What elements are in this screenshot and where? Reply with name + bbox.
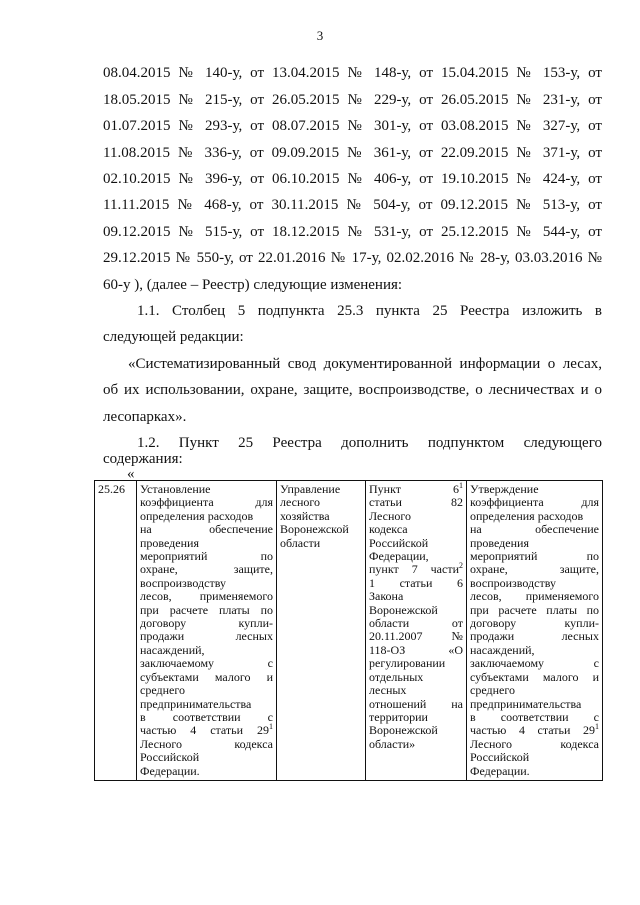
text-line: «Систематизированный свод документированной информации о лесах, — [128, 356, 602, 372]
cell-line — [140, 724, 273, 737]
registry-table — [94, 480, 603, 781]
cell-line: Закона — [369, 589, 404, 604]
cell-line: мероприятий по — [470, 549, 599, 564]
cell-line: коэффициента для — [470, 495, 599, 510]
cell-line: продажи лесных — [140, 629, 273, 644]
cell-line: лесных — [369, 683, 407, 698]
cell-line — [369, 483, 463, 496]
cell-line: отношений на — [369, 696, 463, 711]
cell-line: области» — [369, 736, 416, 751]
cell-line — [470, 724, 599, 737]
cell-line: лесов, применяемого — [470, 589, 599, 604]
text-line: 01.07.2015 № 293-у, от 08.07.2015 № 301-у, от 03.08.2015 № 327-у, от — [103, 118, 602, 134]
cell-line: Федерации. — [470, 763, 530, 778]
text-line: 1.1. Столбец 5 подпункта 25.3 пункта 25 Реестра изложить в — [137, 303, 602, 319]
cell-line: охране, защите, — [140, 562, 273, 577]
cell-line: Лесного кодекса — [470, 736, 599, 751]
cell-line: проведения — [140, 535, 199, 550]
cell-line: проведения — [470, 535, 529, 550]
cell-legal-basis — [366, 481, 467, 781]
cell-line: в соответствии с — [470, 709, 599, 724]
cell-line: в соответствии с — [140, 709, 273, 724]
cell-line: охране, защите, — [470, 562, 599, 577]
cell-line-text: частью 4 статьи 29 — [470, 723, 595, 738]
cell-line: определения расходов — [470, 508, 584, 523]
cell-line: на обеспечение — [470, 522, 599, 537]
text-line: лесопарках». — [103, 409, 187, 425]
cell-line: предпринимательства — [140, 696, 252, 711]
cell-authority — [277, 481, 366, 781]
cell-line: мероприятий по — [140, 549, 273, 564]
cell-line: договору купли- — [470, 616, 599, 631]
cell-line: воспроизводству — [140, 575, 226, 590]
cell-line: среднего — [140, 683, 185, 698]
text-line: 1.2. Пункт 25 Реестра дополнить подпунктом следующего — [137, 435, 602, 451]
cell-line: Российской — [369, 535, 429, 550]
cell-line: 118-ОЗ «О — [369, 642, 463, 657]
cell-result — [467, 481, 603, 781]
text-line: 02.10.2015 № 396-у, от 06.10.2015 № 406-у, от 19.10.2015 № 424-у, от — [103, 171, 602, 187]
text-line: 11.08.2015 № 336-у, от 09.09.2015 № 361-у, от 22.09.2015 № 371-у, от — [103, 145, 602, 161]
cell-line: Утверждение — [470, 482, 539, 496]
cell-line: Российской — [140, 750, 200, 765]
cell-line: определения расходов — [140, 508, 254, 523]
cell-line: воспроизводству — [470, 575, 556, 590]
cell-line-text: пункт 7 части — [369, 562, 459, 577]
cell-line: на обеспечение — [140, 522, 273, 537]
cell-line: субъектами малого и — [140, 669, 273, 684]
cell-line: Воронежской — [369, 602, 438, 617]
cell-line: при расчете платы по — [140, 602, 273, 617]
superscript: 1 — [269, 722, 273, 732]
text-line: следующей редакции: — [103, 329, 244, 345]
cell-line: заключаемому с — [470, 656, 599, 671]
cell-line: насаждений, — [470, 642, 535, 657]
cell-line: Федерации, — [369, 549, 429, 564]
cell-line: регулировании — [369, 656, 446, 671]
cell-line: Лесного — [369, 508, 412, 523]
superscript: 1 — [459, 481, 463, 490]
cell-line: Управление — [280, 482, 341, 496]
cell-line: территории — [369, 709, 428, 724]
cell-line: Воронежской — [369, 723, 438, 738]
cell-line: области от — [369, 616, 463, 631]
cell-action — [137, 481, 277, 781]
cell-line: хозяйства — [280, 508, 330, 523]
cell-line: области — [280, 535, 321, 550]
text-line: 09.12.2015 № 515-у, от 18.12.2015 № 531-у, от 25.12.2015 № 544-у, от — [103, 224, 602, 240]
cell-line: при расчете платы по — [470, 602, 599, 617]
superscript: 2 — [459, 561, 463, 571]
cell-number — [95, 481, 137, 781]
text-line: 18.05.2015 № 215-у, от 26.05.2015 № 229-у, от 26.05.2015 № 231-у, от — [103, 92, 602, 108]
cell-line: Воронежской — [280, 522, 349, 537]
cell-line: заключаемому с — [140, 656, 273, 671]
text-line: 08.04.2015 № 140-у, от 13.04.2015 № 148-у, от 15.04.2015 № 153-у, от — [103, 65, 602, 81]
cell-line: коэффициента для — [140, 495, 273, 510]
row-number: 25.26 — [98, 482, 125, 496]
cell-line: статьи 82 — [369, 495, 463, 510]
opening-quote-mark: « — [127, 466, 135, 482]
cell-line: лесного — [280, 495, 320, 510]
text-line: содержания: — [103, 451, 183, 467]
cell-line: отдельных — [369, 669, 424, 684]
table-row — [95, 481, 603, 781]
text-line: 29.12.2015 № 550-у, от 22.01.2016 № 17-у, 02.02.2016 № 28-у, 03.03.2016 № — [103, 250, 602, 266]
cell-line: 20.11.2007 № — [369, 629, 463, 644]
cell-line: 1 статьи 6 — [369, 575, 463, 590]
text-line: 11.11.2015 № 468-у, от 30.11.2015 № 504-у, от 09.12.2015 № 513-у, от — [103, 197, 602, 213]
superscript: 1 — [595, 722, 599, 732]
cell-line — [369, 563, 463, 576]
cell-line: Установление — [140, 482, 211, 496]
cell-line: кодекса — [369, 522, 408, 537]
text-line: об их использовании, охране, защите, воспроизводстве, о лесничествах и о — [103, 382, 602, 398]
cell-line: Лесного кодекса — [140, 736, 273, 751]
page-number: 3 — [316, 28, 324, 43]
cell-line: субъектами малого и — [470, 669, 599, 684]
text-line: 60-у ), (далее – Реестр) следующие изменения: — [103, 277, 403, 293]
cell-line: Российской — [470, 750, 530, 765]
cell-line: договору купли- — [140, 616, 273, 631]
cell-line: продажи лесных — [470, 629, 599, 644]
cell-line: предпринимательства — [470, 696, 582, 711]
cell-line-text: частью 4 статьи 29 — [140, 723, 269, 738]
cell-line-text: Пункт 6 — [369, 482, 459, 496]
cell-line: насаждений, — [140, 642, 205, 657]
cell-line: среднего — [470, 683, 515, 698]
cell-line: Федерации. — [140, 763, 200, 778]
cell-line: лесов, применяемого — [140, 589, 273, 604]
